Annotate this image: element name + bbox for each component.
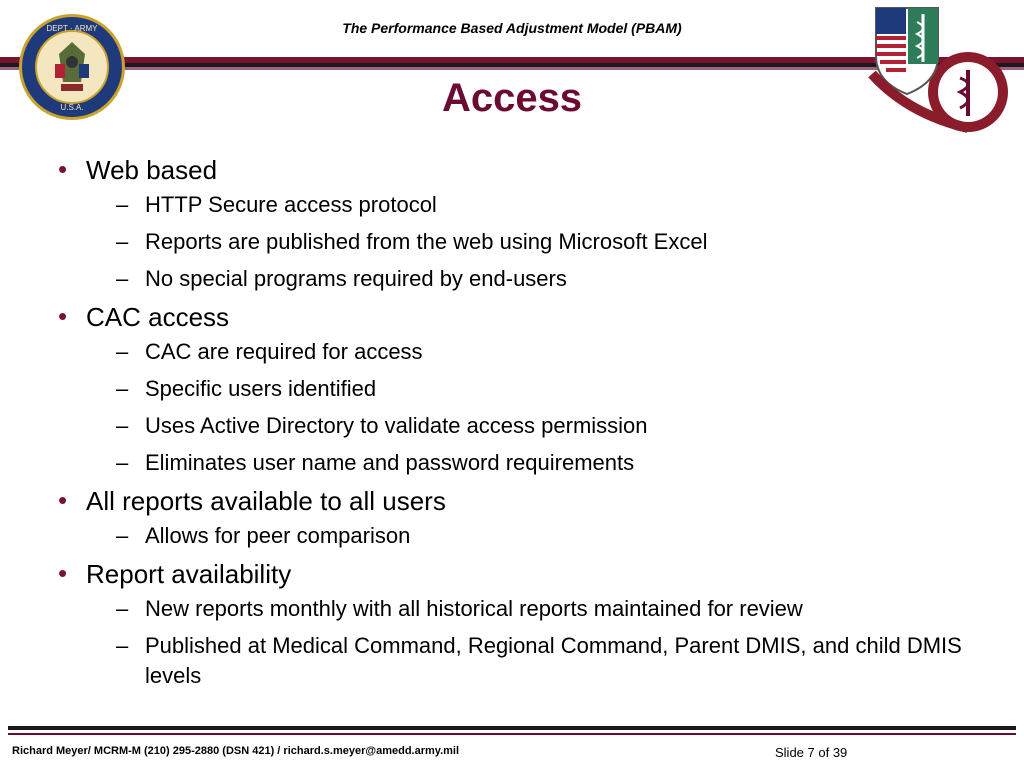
header-title: The Performance Based Adjustment Model (PBAM) bbox=[342, 20, 682, 36]
slide-content bbox=[58, 150, 978, 698]
sub-bullet: – Specific users identified bbox=[116, 376, 377, 401]
slide-title: Access bbox=[441, 76, 583, 120]
bullet-web-based: • Web based bbox=[58, 154, 218, 185]
bullet-cac-access: • CAC access bbox=[58, 301, 230, 332]
slide-number: Slide 7 of 39 bbox=[775, 745, 848, 760]
footer-author: Richard Meyer/ MCRM-M (210) 295-2880 (DSN 421) / richard.s.meyer@amedd.army.mil bbox=[12, 745, 460, 757]
bullet-all-reports: • All reports available to all users bbox=[58, 485, 446, 516]
sub-bullet: – HTTP Secure access protocol bbox=[116, 192, 437, 217]
sub-bullet: – Allows for peer comparison bbox=[116, 523, 411, 548]
sub-bullet: – Uses Active Directory to validate access permission bbox=[116, 413, 648, 438]
bullet-dot-icon: • bbox=[58, 485, 68, 515]
bullet-dot-icon: • bbox=[58, 154, 68, 184]
sub-bullet: – Reports are published from the web using Microsoft Excel bbox=[116, 229, 708, 254]
bullet-dot-icon: • bbox=[58, 558, 68, 588]
footer-bar-black bbox=[8, 726, 1016, 730]
bullet-dot-icon: • bbox=[58, 301, 68, 331]
sub-bullet: – Published at Medical Command, Regional Command, Parent DMIS, and child DMIS levels bbox=[116, 633, 962, 688]
sub-bullet: – CAC are required for access bbox=[116, 339, 423, 364]
svg-text:U.S.A.: U.S.A. bbox=[60, 103, 84, 112]
sub-bullet: – Eliminates user name and password requirements bbox=[116, 450, 635, 475]
sub-bullet: – No special programs required by end-users bbox=[116, 266, 567, 291]
sub-bullet: – New reports monthly with all historical reports maintained for review bbox=[116, 596, 803, 621]
bullet-report-availability: • Report availability bbox=[58, 558, 292, 589]
footer-bar-maroon bbox=[8, 733, 1016, 735]
svg-text:DEPT · ARMY: DEPT · ARMY bbox=[46, 24, 98, 33]
